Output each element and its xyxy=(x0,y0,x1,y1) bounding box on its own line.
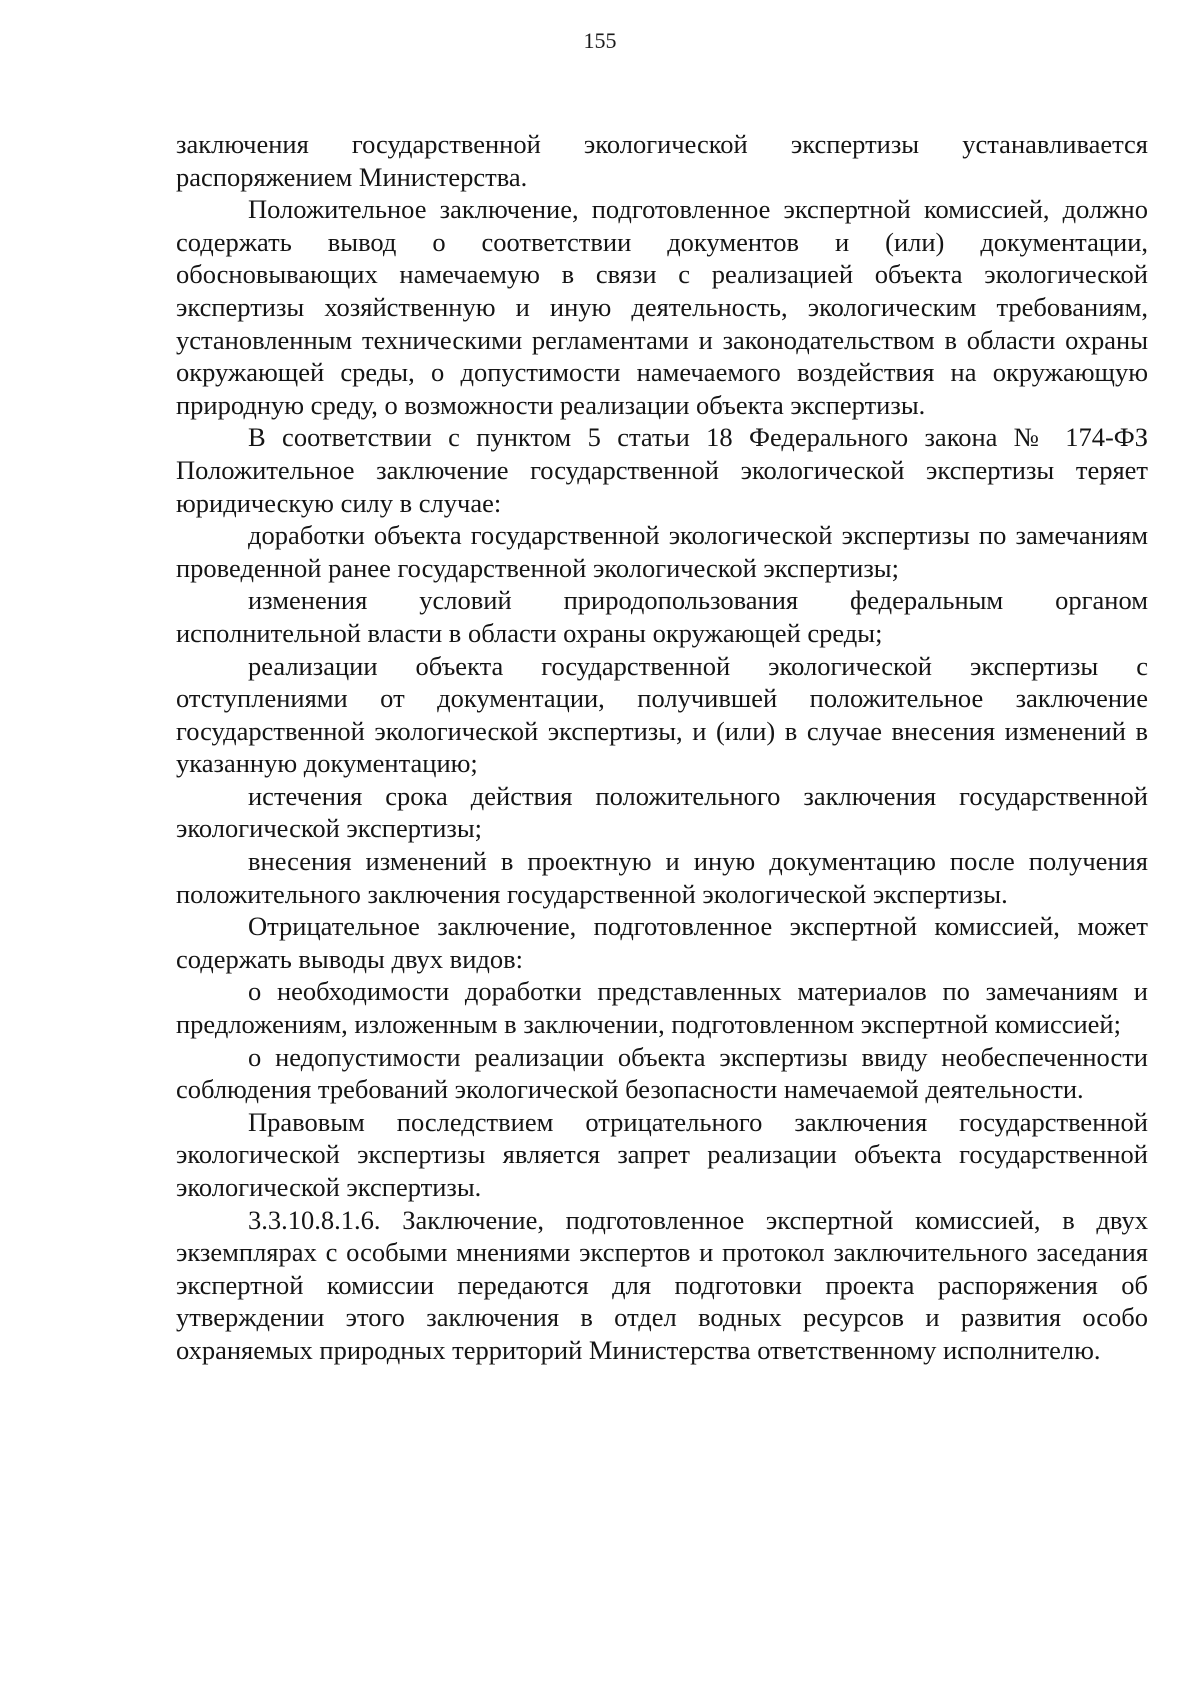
list-item-expiry: истечения срока действия положительного заключения государственной экологической экспертизы; xyxy=(176,780,1148,844)
list-item-inadmissibility: о недопустимости реализации объекта экспертизы ввиду необеспеченности соблюдения требований экологической безопасности намечаемой деятельности. xyxy=(176,1041,1148,1105)
document-body xyxy=(176,128,1148,1367)
list-item-deviations: реализации объекта государственной экологической экспертизы с отступлениями от документации, получившей положительное заключение государственной экологической экспертизы, и (или) в случае внесения изменений в указанную документацию; xyxy=(176,650,1148,779)
list-item-rework-needed: о необходимости доработки представленных материалов по замечаниям и предложениям, изложенным в заключении, подготовленном экспертной комиссией; xyxy=(176,976,1148,1040)
paragraph-section-3-3-10-8-1-6: 3.3.10.8.1.6. Заключение, подготовленное экспертной комиссией, в двух экземплярах с особыми мнениями экспертов и протокол заключительного заседания экспертной комиссии передаются для подготовки проекта распоряжения об утверждении этого заключения в отдел водных ресурсов и развития особо охраняемых природных территорий Министерства ответственному исполнителю. xyxy=(176,1204,1148,1365)
paragraph-legal-consequence: Правовым последствием отрицательного заключения государственной экологической экспертизы является запрет реализации объекта государственной экологической экспертизы. xyxy=(176,1106,1148,1202)
list-item-design-changes: внесения изменений в проектную и иную документацию после получения положительного заключения государственной экологической экспертизы. xyxy=(176,846,1148,909)
paragraph-negative-conclusion: Отрицательное заключение, подготовленное экспертной комиссией, может содержать выводы двух видов: xyxy=(176,911,1148,974)
list-item-conditions-change: изменения условий природопользования федеральным органом исполнительной власти в области охраны окружающей среды; xyxy=(176,585,1148,648)
paragraph-positive-conclusion: Положительное заключение, подготовленное экспертной комиссией, должно содержать вывод о соответствии документов и (или) документации, обосновывающих намечаемую в связи с реализацией объекта экологической экспертизы хозяйственную и иную деятельность, экологическим требованиям, установленным техническими регламентами и законодательством в области охраны окружающей среды, о допустимости намечаемого воздействия на окружающую природную среду, о возможности реализации объекта экспертизы. xyxy=(176,194,1148,420)
paragraph-continuation: заключения государственной экологической экспертизы устанавливается распоряжением Министерства. xyxy=(176,129,1148,192)
page-number: 155 xyxy=(583,28,617,53)
paragraph-law-reference: В соответствии с пунктом 5 статьи 18 Федерального закона № 174-ФЗ Положительное заключение государственной экологической экспертизы теряет юридическую силу в случае: xyxy=(176,422,1148,518)
list-item-revision: доработки объекта государственной экологической экспертизы по замечаниям проведенной ранее государственной экологической экспертизы; xyxy=(176,520,1148,583)
